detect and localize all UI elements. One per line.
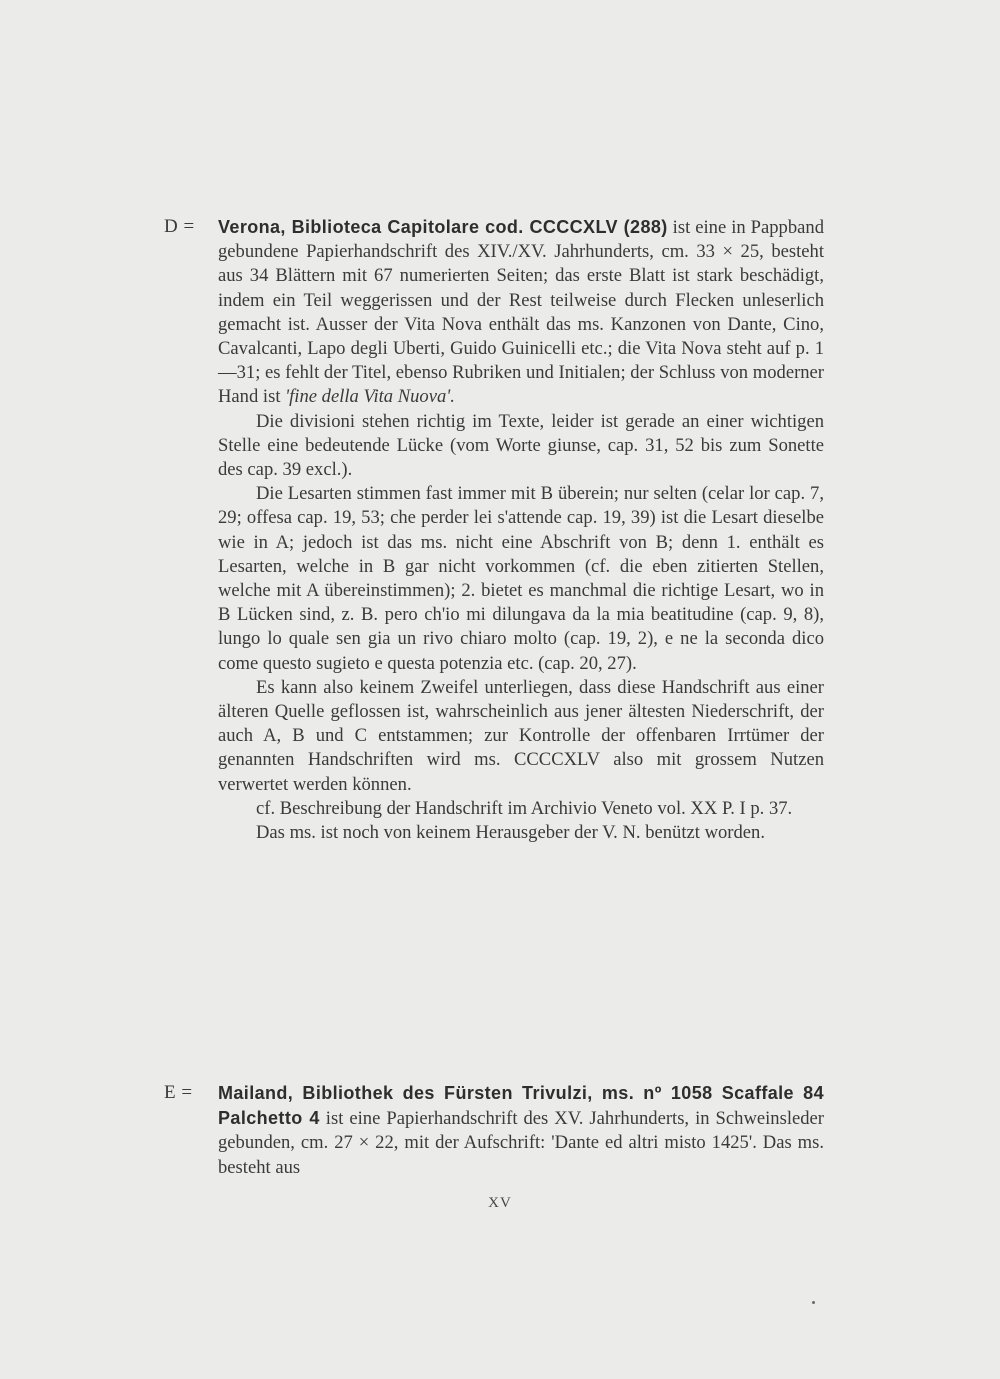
manuscript-entry-d — [164, 215, 824, 845]
page-number: XV — [488, 1195, 512, 1211]
sigla-d: D = — [164, 216, 195, 237]
entry-d-paragraph-divisioni: Die divisioni stehen richtig im Texte, leider ist gerade an einer wichtigen Stelle eine bedeutende Lücke (vom Worte giunse, cap. 31, 52 bis zum Sonette des cap. 39 excl.). — [218, 410, 824, 481]
entry-d-paragraph-lesarten: Die Lesarten stimmen fast immer mit B überein; nur selten (celar lor cap. 7, 29; offesa cap. 19, 53; che perder lei s'attende cap. 19, 39) ist die Lesart dieselbe wie in A; jedoch ist das ms. nicht eine Abschrift von B; denn 1. enthält es Lesarten, welche in B gar nicht vorkommen (cf. die eben zitierten Stellen, welche mit A übereinstimmen); 2. bietet es manchmal die richtige Lesart, wo in B Lücken sind, z. B. pero ch'io mi dilungava da la mia beatitudine (cap. 9, 8), lungo lo quale sen gia un rivo chiaro molto (cap. 19, 2), e ne la seconda dico come questo sugieto e questa potenzia etc. (cap. 20, 27). — [218, 483, 824, 674]
paper-speck-decoration — [812, 1301, 815, 1304]
entry-e-lead-text: ist eine Papierhandschrift des XV. Jahrhunderts, in Schweinsleder gebunden, cm. 27 × 22, mit der Aufschrift: 'Dante ed altri misto 1425'. Das ms. besteht aus — [218, 1108, 824, 1178]
entry-d-paragraph-herausgeber: Das ms. ist noch von keinem Herausgeber der V. N. benützt worden. — [256, 822, 765, 844]
entry-d-body — [218, 215, 824, 845]
entry-d-paragraph-zweifel: Es kann also keinem Zweifel unterliegen, dass diese Handschrift aus einer älteren Quelle geflossen ist, wahrscheinlich aus jener ältesten Niederschrift, der auch A, B und C entstammen; zur Kontrolle der offenbaren Irrtümer der genannten Handschriften wird ms. CCCCXLV also mit grossem Nutzen verwertet werden können. — [218, 676, 824, 795]
entry-d-title: Verona, Biblioteca Capitolare cod. CCCCXLV (288) — [218, 217, 668, 237]
entry-e-body — [218, 1081, 824, 1180]
entry-d-lead-italic: 'fine della Vita Nuova'. — [285, 386, 455, 408]
manuscript-entry-e — [164, 1081, 824, 1180]
entry-d-lead-text: ist eine in Pappband gebundene Papierhandschrift des XIV./XV. Jahrhunderts, cm. 33 × 25, besteht aus 34 Blättern mit 67 numerierten Seiten; das erste Blatt ist stark beschädigt, indem ein Teil weggerissen und der Rest teilweise durch Flecken unleserlich gemacht ist. Ausser der Vita Nova enthält das ms. Kanzonen von Dante, Cino, Cavalcanti, Lapo degli Uberti, Guido Guinicelli etc.; die Vita Nova steht auf p. 1—31; es fehlt der Titel, ebenso Rubriken und Initialen; der Schluss von moderner Hand ist — [218, 217, 824, 408]
entry-e-title: Mailand, Bibliothek des Fürsten Trivulzi, ms. nº 1058 Scaffale 84 Palchetto 4 — [218, 1083, 824, 1129]
entry-e-lead-paragraph — [218, 1081, 824, 1180]
sigla-e: E = — [164, 1082, 193, 1103]
entry-d-paragraph-reference: cf. Beschreibung der Handschrift im Archivio Veneto vol. XX P. I p. 37. — [256, 797, 793, 819]
entry-d-lead-paragraph — [218, 215, 824, 410]
